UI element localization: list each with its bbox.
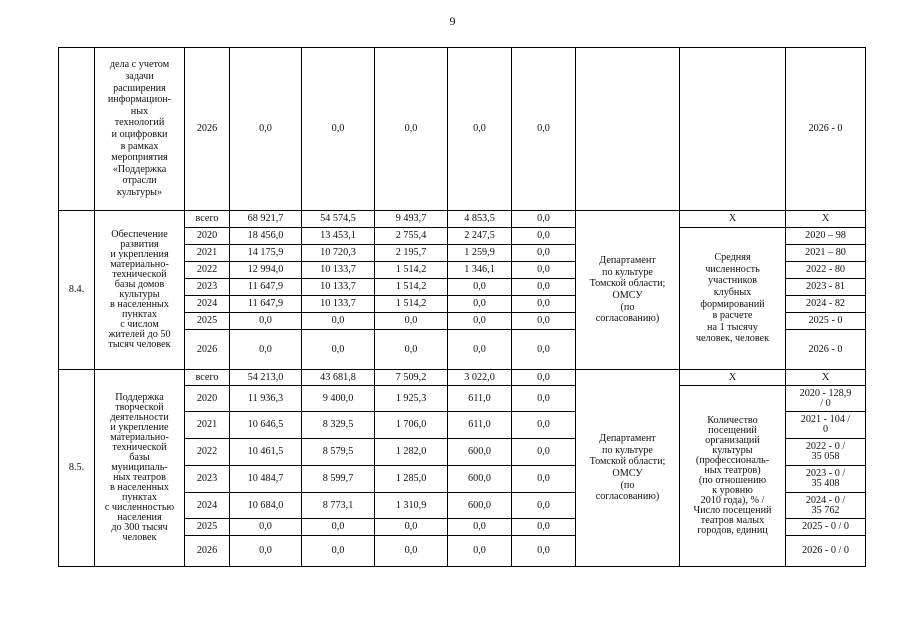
- value-cell: 14 175,9: [230, 245, 302, 262]
- value-cell: 10 461,5: [230, 439, 302, 466]
- value-cell: 0,0: [375, 330, 448, 370]
- value-cell: 18 456,0: [230, 228, 302, 245]
- value-cell: 0,0: [512, 412, 576, 439]
- target-header-cell: Х: [786, 211, 866, 228]
- description-cell: [95, 370, 185, 567]
- row-number-cell: 8.5.: [59, 370, 95, 567]
- value-cell: 0,0: [512, 493, 576, 519]
- value-cell: 1 282,0: [375, 439, 448, 466]
- value-cell: 54 574,5: [302, 211, 375, 228]
- value-cell: 1 259,9: [448, 245, 512, 262]
- page-number: 9: [449, 14, 456, 28]
- value-cell: 0,0: [512, 296, 576, 313]
- indicator-header-cell: Х: [680, 370, 786, 386]
- value-cell: 8 329,5: [302, 412, 375, 439]
- value-cell: 0,0: [512, 313, 576, 330]
- target-text: 2023 - 0 / 35 408: [805, 468, 846, 489]
- target-cell: 2023 - 81: [786, 279, 866, 296]
- table-row: [59, 370, 866, 386]
- value-cell: 0,0: [448, 330, 512, 370]
- executor-cell: [576, 211, 680, 370]
- value-cell: 600,0: [448, 493, 512, 519]
- indicator-text: Количество посещений организаций культуры (профессиональ- ных театров) (по отношению к уровню 2010 года), % / Число посещений театров малых городов, единиц: [693, 415, 772, 536]
- year-cell: всего: [185, 370, 230, 386]
- value-cell: 54 213,0: [230, 370, 302, 386]
- value-cell: 1 706,0: [375, 412, 448, 439]
- value-cell: 0,0: [230, 48, 302, 211]
- row-number-cell: 8.4.: [59, 211, 95, 370]
- value-cell: 11 936,3: [230, 386, 302, 412]
- value-cell: 7 509,2: [375, 370, 448, 386]
- value-cell: 8 773,1: [302, 493, 375, 519]
- value-cell: 0,0: [512, 519, 576, 536]
- value-cell: 2 195,7: [375, 245, 448, 262]
- target-cell: 2026 - 0: [786, 330, 866, 370]
- year-cell: 2026: [185, 330, 230, 370]
- target-text: 2021 - 104 / 0: [800, 414, 851, 435]
- target-cell: 2025 - 0: [786, 313, 866, 330]
- value-cell: 611,0: [448, 386, 512, 412]
- target-cell: 2026 - 0 / 0: [786, 536, 866, 567]
- value-cell: 0,0: [302, 519, 375, 536]
- executor-text: Департамент по культуре Томской области; ОМСУ (по согласованию): [589, 255, 666, 325]
- value-cell: 0,0: [375, 519, 448, 536]
- target-cell: 2024 - 82: [786, 296, 866, 313]
- value-cell: 0,0: [448, 519, 512, 536]
- value-cell: 8 579,5: [302, 439, 375, 466]
- indicator-text: Средняя численность участников клубных формирований в расчете на 1 тысячу человек, человек: [695, 252, 770, 345]
- value-cell: 1 285,0: [375, 466, 448, 493]
- executor-text: Департамент по культуре Томской области; ОМСУ (по согласованию): [589, 433, 666, 503]
- value-cell: 0,0: [512, 262, 576, 279]
- value-cell: 0,0: [512, 330, 576, 370]
- value-cell: 0,0: [512, 279, 576, 296]
- year-cell: 2023: [185, 466, 230, 493]
- value-cell: 0,0: [512, 211, 576, 228]
- description-text: Обеспечение развития и укрепления материально- технической базы домов культуры в населенных пунктах с числом жителей до 50 тысяч человек: [108, 229, 171, 350]
- value-cell: 2 755,4: [375, 228, 448, 245]
- table-row: [59, 48, 866, 211]
- value-cell: 1 514,2: [375, 279, 448, 296]
- value-cell: 12 994,0: [230, 262, 302, 279]
- year-cell: 2021: [185, 245, 230, 262]
- value-cell: 0,0: [448, 279, 512, 296]
- value-cell: 0,0: [448, 296, 512, 313]
- target-cell: [786, 466, 866, 493]
- year-cell: 2025: [185, 519, 230, 536]
- target-text: 2024 - 0 / 35 762: [805, 494, 846, 516]
- indicator-cell: [680, 48, 786, 211]
- indicator-cell: [680, 386, 786, 567]
- value-cell: 3 022,0: [448, 370, 512, 386]
- value-cell: 9 493,7: [375, 211, 448, 228]
- value-cell: 10 133,7: [302, 262, 375, 279]
- year-cell: всего: [185, 211, 230, 228]
- year-cell: 2025: [185, 313, 230, 330]
- target-cell: 2025 - 0 / 0: [786, 519, 866, 536]
- value-cell: 1 514,2: [375, 296, 448, 313]
- value-cell: 11 647,9: [230, 279, 302, 296]
- value-cell: 0,0: [302, 48, 375, 211]
- description-cell: [95, 211, 185, 370]
- executor-cell: [576, 370, 680, 567]
- value-cell: 0,0: [230, 330, 302, 370]
- description-text: дела с учетом задачи расширения информацион- ных технологий и оцифровки в рамках мероприятия «Поддержка отрасли культуры»: [107, 59, 172, 198]
- value-cell: 0,0: [512, 48, 576, 211]
- year-cell: 2020: [185, 228, 230, 245]
- value-cell: 0,0: [302, 330, 375, 370]
- table-row: [59, 211, 866, 228]
- value-cell: 0,0: [230, 313, 302, 330]
- year-cell: 2026: [185, 48, 230, 211]
- value-cell: 0,0: [512, 228, 576, 245]
- target-cell: [786, 386, 866, 412]
- year-cell: 2021: [185, 412, 230, 439]
- year-cell: 2024: [185, 493, 230, 519]
- value-cell: 11 647,9: [230, 296, 302, 313]
- description-cell: [95, 48, 185, 211]
- value-cell: 43 681,8: [302, 370, 375, 386]
- year-cell: 2023: [185, 279, 230, 296]
- value-cell: 0,0: [512, 370, 576, 386]
- value-cell: 1 514,2: [375, 262, 448, 279]
- target-cell: 2021 – 80: [786, 245, 866, 262]
- target-cell: [786, 412, 866, 439]
- value-cell: 68 921,7: [230, 211, 302, 228]
- description-text: Поддержка творческой деятельности и укрепление материально- технической базы муниципаль- ных театров в населенных пунктах с численностью населения до 300 тысяч человек: [104, 392, 175, 543]
- value-cell: 600,0: [448, 439, 512, 466]
- year-cell: 2020: [185, 386, 230, 412]
- value-cell: 0,0: [448, 48, 512, 211]
- value-cell: 0,0: [448, 313, 512, 330]
- value-cell: 8 599,7: [302, 466, 375, 493]
- value-cell: 0,0: [375, 48, 448, 211]
- value-cell: 2 247,5: [448, 228, 512, 245]
- target-text: 2020 - 128,9 / 0: [799, 387, 852, 409]
- value-cell: 0,0: [375, 313, 448, 330]
- row-number-cell: [59, 48, 95, 211]
- year-cell: 2022: [185, 262, 230, 279]
- value-cell: 0,0: [302, 536, 375, 567]
- target-header-cell: Х: [786, 370, 866, 386]
- value-cell: 10 133,7: [302, 296, 375, 313]
- budget-table: [58, 47, 866, 567]
- value-cell: 1 925,3: [375, 386, 448, 412]
- value-cell: 0,0: [230, 519, 302, 536]
- year-cell: 2024: [185, 296, 230, 313]
- target-cell: [786, 439, 866, 466]
- value-cell: 10 133,7: [302, 279, 375, 296]
- value-cell: 13 453,1: [302, 228, 375, 245]
- target-cell: 2022 - 80: [786, 262, 866, 279]
- value-cell: 10 646,5: [230, 412, 302, 439]
- value-cell: 9 400,0: [302, 386, 375, 412]
- value-cell: 4 853,5: [448, 211, 512, 228]
- value-cell: 0,0: [512, 536, 576, 567]
- executor-cell: [576, 48, 680, 211]
- indicator-header-cell: Х: [680, 211, 786, 228]
- value-cell: 10 484,7: [230, 466, 302, 493]
- value-cell: 0,0: [230, 536, 302, 567]
- value-cell: 0,0: [448, 536, 512, 567]
- value-cell: 611,0: [448, 412, 512, 439]
- target-text: 2022 - 0 / 35 058: [805, 441, 846, 462]
- year-cell: 2026: [185, 536, 230, 567]
- value-cell: 0,0: [512, 245, 576, 262]
- target-cell: 2026 - 0: [786, 48, 866, 211]
- value-cell: 10 684,0: [230, 493, 302, 519]
- value-cell: 0,0: [302, 313, 375, 330]
- value-cell: 0,0: [512, 466, 576, 493]
- value-cell: 10 720,3: [302, 245, 375, 262]
- value-cell: 0,0: [512, 386, 576, 412]
- value-cell: 0,0: [512, 439, 576, 466]
- target-cell: 2020 – 98: [786, 228, 866, 245]
- value-cell: 600,0: [448, 466, 512, 493]
- year-cell: 2022: [185, 439, 230, 466]
- value-cell: 0,0: [375, 536, 448, 567]
- value-cell: 1 346,1: [448, 262, 512, 279]
- value-cell: 1 310,9: [375, 493, 448, 519]
- target-cell: [786, 493, 866, 519]
- indicator-cell: [680, 228, 786, 370]
